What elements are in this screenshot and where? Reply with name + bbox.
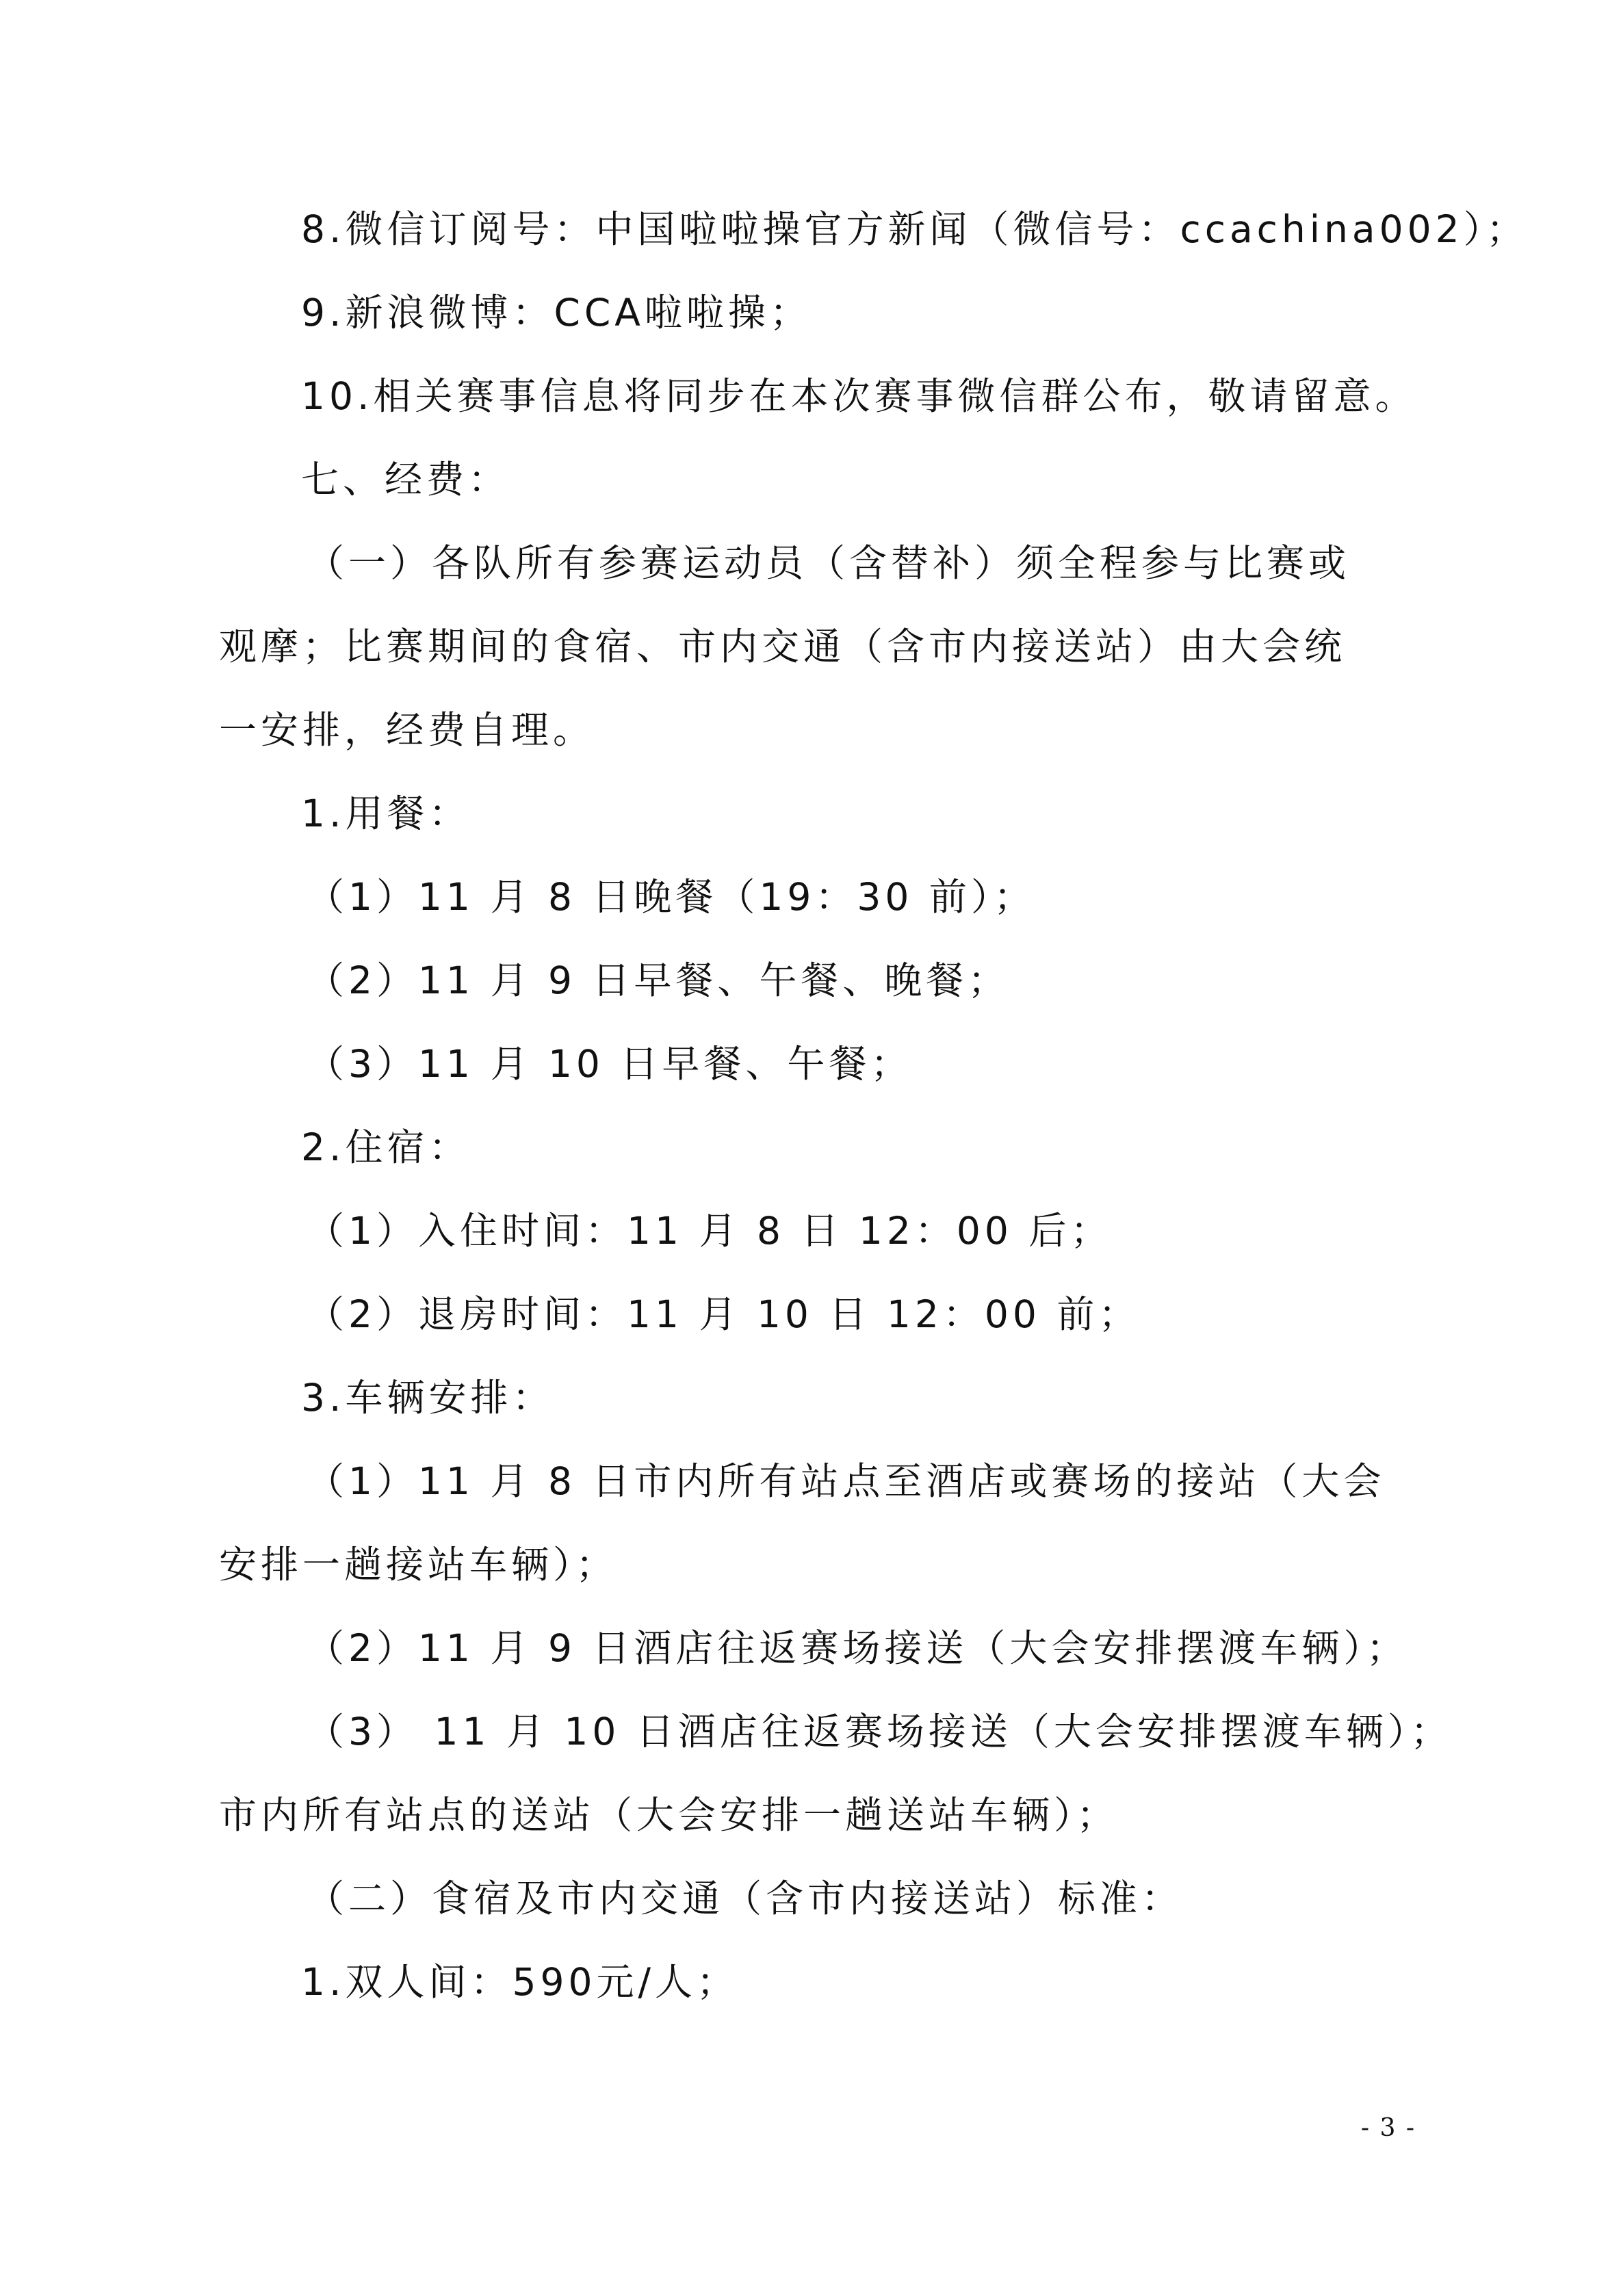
paragraph-line: 9.新浪微博：CCA啦啦操； — [301, 291, 812, 335]
list-item: （1）入住时间：11 月 8 日 12：00 后； — [307, 1209, 1113, 1253]
paragraph-line: 一安排，经费自理。 — [219, 708, 595, 752]
list-item: （2）11 月 9 日早餐、午餐、晚餐； — [307, 958, 1010, 1002]
paragraph-line: 市内所有站点的送站（大会安排一趟送站车辆）； — [219, 1793, 1119, 1837]
list-item: （1）11 月 8 日晚餐（19：30 前）； — [307, 875, 1036, 919]
list-item: （1）11 月 8 日市内所有站点至酒店或赛场的接站（大会 — [307, 1459, 1386, 1503]
subsection-heading: 3.车辆安排： — [301, 1376, 554, 1420]
paragraph-line: 安排一趟接站车辆）； — [219, 1543, 618, 1587]
paragraph-line: （二）食宿及市内交通（含市内接送站）标准： — [307, 1877, 1184, 1920]
list-item: （2）退房时间：11 月 10 日 12：00 前； — [307, 1292, 1141, 1336]
list-item: （3）11 月 10 日早餐、午餐； — [307, 1042, 913, 1086]
list-item: 1.双人间：590元/人； — [301, 1960, 738, 2004]
list-item: （2）11 月 9 日酒店往返赛场接送（大会安排摆渡车辆）； — [307, 1626, 1408, 1670]
subsection-heading: 1.用餐： — [301, 792, 471, 835]
subsection-heading: 2.住宿： — [301, 1125, 471, 1169]
paragraph-line: 10.相关赛事信息将同步在本次赛事微信群公布，敬请留意。 — [301, 374, 1417, 418]
paragraph-line: （一）各队所有参赛运动员（含替补）须全程参与比赛或 — [307, 541, 1351, 585]
paragraph-line: 8.微信订阅号：中国啦啦操官方新闻（微信号：ccachina002）； — [301, 207, 1529, 251]
list-item: （3） 11 月 10 日酒店往返赛场接送（大会安排摆渡车辆）； — [307, 1710, 1453, 1753]
paragraph-line: 观摩；比赛期间的食宿、市内交通（含市内接送站）由大会统 — [219, 625, 1347, 668]
page-number: - 3 - — [1360, 2114, 1416, 2142]
section-heading: 七、经费： — [301, 458, 510, 501]
